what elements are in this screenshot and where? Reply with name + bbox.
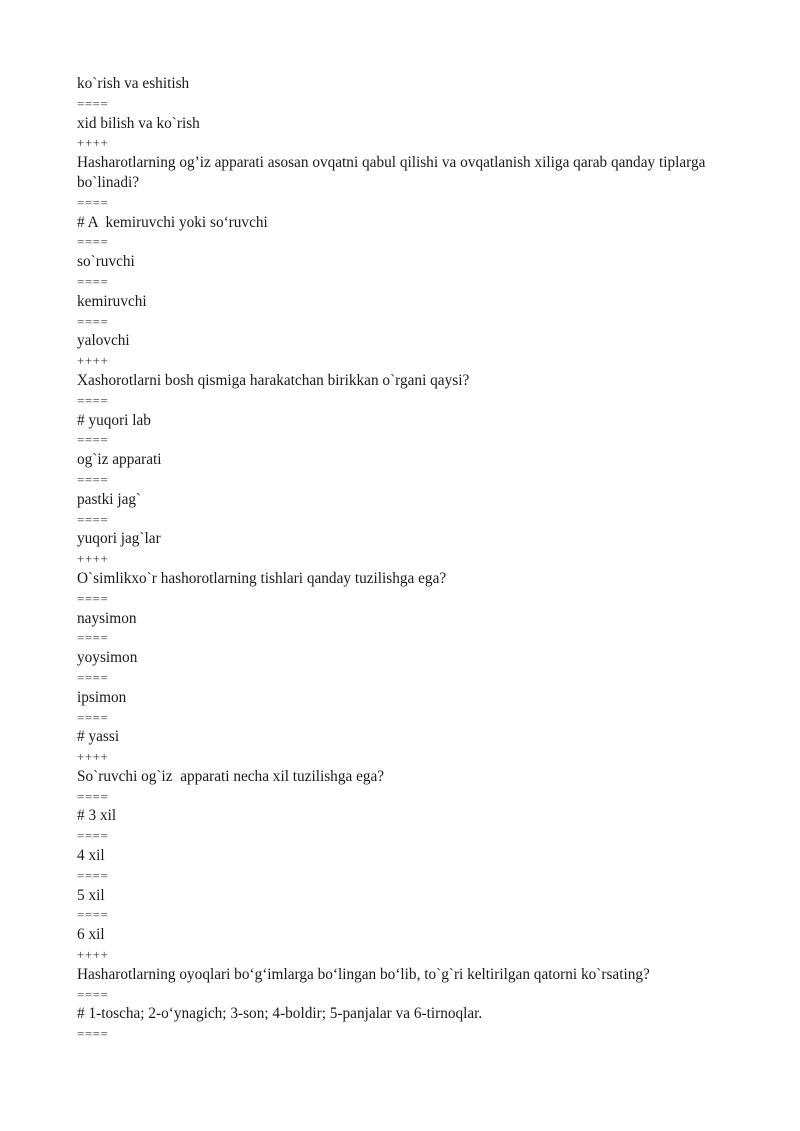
separator-line: ==== [77,590,109,606]
separator-line: ==== [77,630,109,646]
separator-line: ==== [77,273,109,289]
question-separator: ++++ [77,551,109,567]
text-line: xid bilish va ko`rish [77,114,200,132]
separator-line: ==== [77,907,109,923]
question-separator: ++++ [77,135,109,151]
answer-option: so`ruvchi [77,253,135,271]
answer-option-correct: # yassi [77,728,120,746]
answer-option: 6 xil [77,926,105,944]
question-separator: ++++ [77,947,109,963]
separator-line: ==== [77,669,109,685]
separator-line: ==== [77,867,109,883]
text-line: ko`rish va eshitish [77,75,190,92]
answer-option: ipsimon [77,688,127,706]
document-page [77,74,747,1044]
question-text: O`simlikxo`r hashorotlarning tishlari qanday tuzilishga ega? [77,569,447,587]
answer-option: 4 xil [77,847,105,865]
answer-option: kemiruvchi [77,292,147,310]
answer-option: yoysimon [77,649,138,667]
separator-line: ==== [77,313,109,329]
separator-line: ==== [77,95,109,111]
answer-option: yuqori jag`lar [77,530,161,548]
separator-line: ==== [77,788,109,804]
answer-option: 5 xil [77,886,105,904]
question-text: Xashorotlarni bosh qismiga harakatchan birikkan o`rgani qaysi? [77,371,470,389]
separator-line: ==== [77,511,109,527]
answer-option-correct: # 3 xil [77,807,117,825]
separator-line: ==== [77,392,109,408]
answer-option: og`iz apparati [77,451,162,469]
answer-option-correct: # yuqori lab [77,411,151,429]
question-text: So`ruvchi og`iz apparati necha xil tuzilishga ega? [77,767,385,785]
separator-line: ==== [77,194,109,210]
separator-line: ==== [77,234,109,250]
separator-line: ==== [77,1026,109,1042]
separator-line: ==== [77,828,109,844]
question-text: Hasharotlarning og’iz apparati asosan ovqatni qabul qilishi va ovqatlanish xiliga qarab qanday tiplarga bo`linadi? [77,154,710,191]
question-separator: ++++ [77,749,109,765]
separator-line: ==== [77,432,109,448]
question-text: Hasharotlarning oyoqlari bo‘g‘imlarga bo‘lingan bo‘lib, to`g`ri keltirilgan qatorni ko`rsating? [77,965,650,983]
separator-line: ==== [77,709,109,725]
separator-line: ==== [77,986,109,1002]
answer-option-correct: # A kemiruvchi yoki so‘ruvchi [77,213,268,231]
separator-line: ==== [77,471,109,487]
answer-option: pastki jag` [77,490,142,508]
answer-option: naysimon [77,609,137,627]
question-separator: ++++ [77,353,109,369]
answer-option: yalovchi [77,332,130,350]
answer-option-correct: # 1-toscha; 2-o‘ynagich; 3-son; 4-boldir; 5-panjalar va 6-tirnoqlar. [77,1005,483,1023]
